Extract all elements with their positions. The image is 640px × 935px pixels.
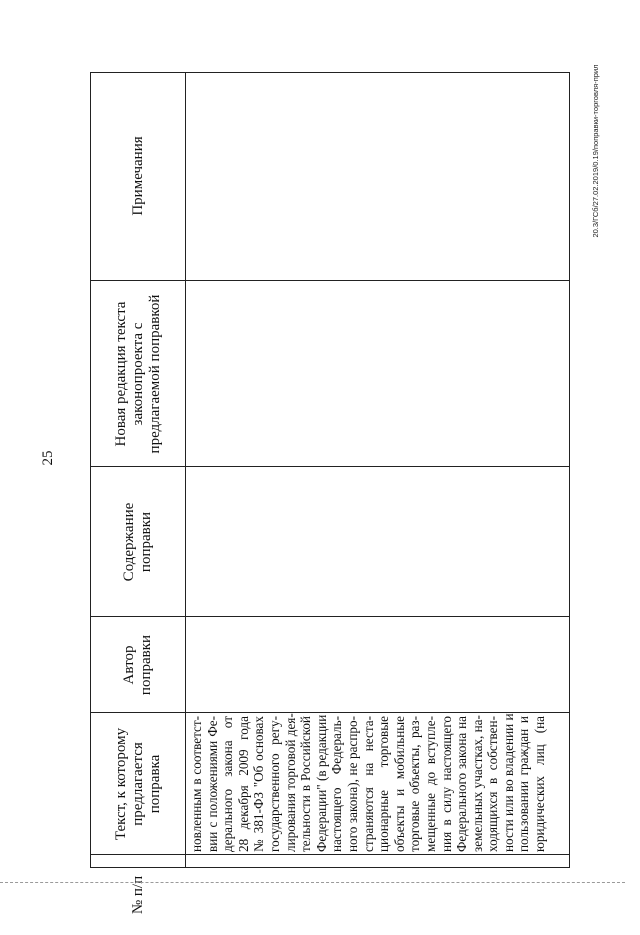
scan-edge-line bbox=[0, 882, 625, 883]
header-divider bbox=[185, 73, 186, 867]
text-line: ходящихся в собствен- bbox=[485, 716, 501, 852]
amendments-table bbox=[90, 72, 570, 915]
text-line: Федерального закона на bbox=[454, 716, 470, 852]
document-code: 20.3/ГСб/27.02.2019/0.19/поправки-торговля-прил bbox=[591, 64, 600, 238]
text-line: 28 декабря 2009 года bbox=[235, 716, 251, 852]
text-line: тельности в Российской bbox=[298, 716, 314, 852]
amended-text-cell bbox=[187, 713, 571, 855]
text-line: лирования торговой дея- bbox=[282, 713, 298, 852]
text-line: юридических лиц (на bbox=[532, 716, 548, 852]
text-line: вии с положениями Фе- bbox=[204, 716, 220, 852]
text-line: торговые объекты, раз- bbox=[407, 716, 423, 852]
text-line: ного закона), не распро- bbox=[344, 716, 360, 852]
header-notes: Примечания bbox=[129, 136, 146, 216]
table-grid bbox=[90, 72, 570, 915]
header-new-text: Новая редакция текста законопроекта с предлагаемой поправкой bbox=[112, 294, 163, 454]
header-author: Автор поправки bbox=[121, 634, 154, 696]
text-line: страняются на неста- bbox=[360, 716, 376, 852]
text-line: Федерации" (в редакции bbox=[313, 714, 329, 852]
text-line: ционарные торговые bbox=[376, 716, 392, 852]
header-source-text: Текст, к которому предлагается поправка bbox=[112, 727, 163, 841]
text-line: мещенные до вступле- bbox=[422, 716, 438, 852]
text-line: ности или во владении и bbox=[500, 713, 516, 852]
text-line: государственного регу- bbox=[266, 716, 282, 852]
text-line: земельных участках, на- bbox=[469, 715, 485, 852]
header-content: Содержание поправки bbox=[121, 502, 154, 582]
text-line: ния в силу настоящего bbox=[438, 716, 454, 852]
text-line: дерального закона от bbox=[220, 716, 236, 852]
text-line: пользовании граждан и bbox=[516, 716, 532, 852]
text-line: новленным в соответст- bbox=[189, 716, 204, 852]
page-number: 25 bbox=[40, 450, 56, 466]
text-line: № 381-ФЗ "Об основах bbox=[251, 716, 267, 852]
text-line: настоящего Федераль- bbox=[329, 716, 345, 852]
text-line: объекты и мобильные bbox=[391, 716, 407, 852]
header-number: № п/п bbox=[129, 875, 146, 915]
